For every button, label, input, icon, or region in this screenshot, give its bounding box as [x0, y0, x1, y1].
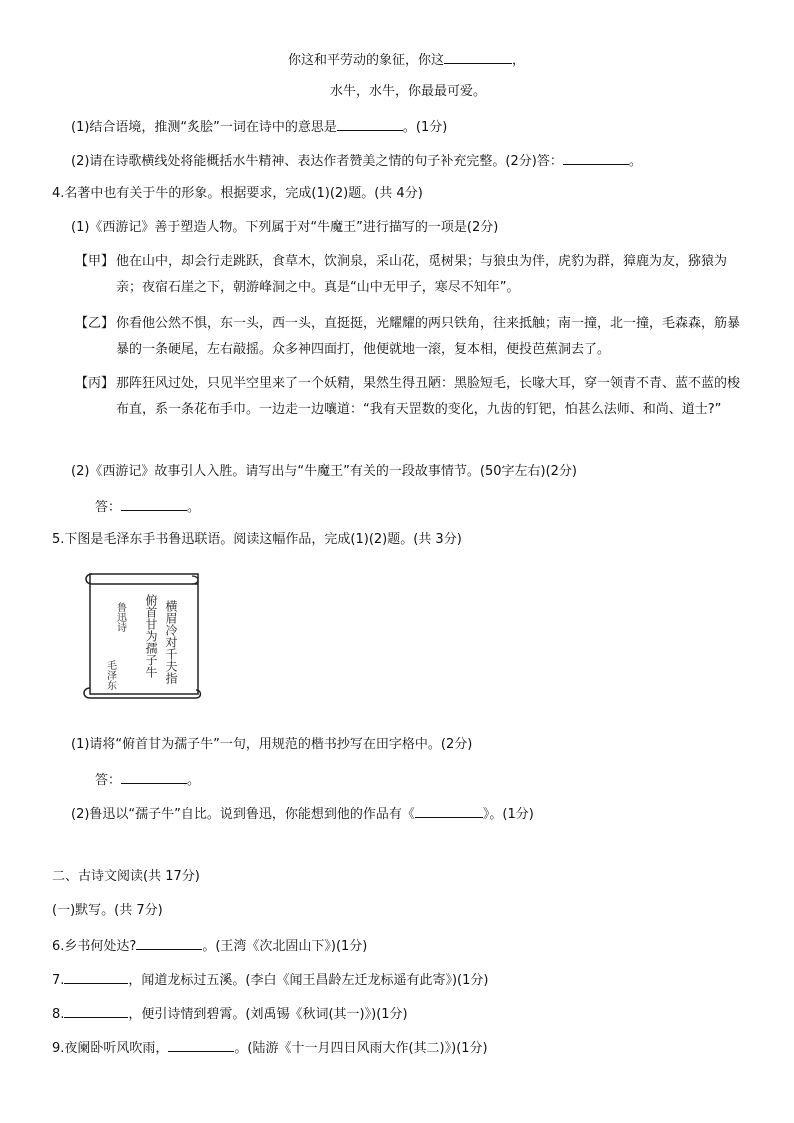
- answer-blank[interactable]: [64, 970, 128, 984]
- q5-sub2-end: 》。(1分): [482, 807, 534, 822]
- answer-end: 。: [187, 773, 201, 788]
- answer-blank[interactable]: [337, 117, 403, 131]
- q3-sub2-end: 。: [628, 154, 642, 169]
- option-tag-bing: 【丙】: [75, 376, 115, 391]
- q7-text: ，闻道龙标过五溪。(李白《闻王昌龄左迁龙标遥有此寄》)(1分): [128, 973, 489, 988]
- poem-line-2: 水牛，水牛，你最最可爱。: [330, 84, 487, 99]
- answer-blank[interactable]: [64, 1004, 128, 1018]
- q6: [52, 936, 367, 956]
- section-2-title: 二、古诗文阅读(共 17分): [52, 869, 200, 884]
- q6-source: 。(王湾《次北固山下》)(1分): [202, 939, 368, 954]
- q4-title: 4.名著中也有关于牛的形象。根据要求，完成(1)(2)题。(共 4分): [52, 186, 423, 201]
- option-text-bing: 那阵狂风过处，只见半空里来了一个妖精，果然生得丑陋：黑脸短毛，长喙大耳，穿一领青不青、蓝不蓝的梭布直，系一条花布手巾。一边走一边嚷道：“我有天罡数的变化，九齿的钉钯，怕甚么法师、和尚、道士?”: [116, 376, 741, 417]
- option-tag-jia: 【甲】: [75, 254, 115, 269]
- q3-sub2: [71, 151, 642, 171]
- q5-sub2: [71, 804, 534, 824]
- answer-blank[interactable]: [136, 936, 202, 950]
- scroll-graphic: [76, 568, 206, 700]
- calligraphy-scroll-image: [76, 568, 206, 700]
- answer-blank[interactable]: [563, 151, 629, 165]
- q3-sub1: [71, 117, 447, 137]
- q3-sub1-text: (1)结合语境，推测“炙脍”一词在诗中的意思是: [71, 120, 337, 135]
- option-tag-yi: 【乙】: [75, 316, 115, 331]
- q5-sub1: (1)请将“俯首甘为孺子牛”一句，用规范的楷书抄写在田字格中。(2分): [71, 737, 473, 752]
- answer-end: 。: [187, 500, 201, 515]
- q4-sub2: (2)《西游记》故事引人入胜。请写出与“牛魔王”有关的一段故事情节。(50字左右)(2分): [71, 464, 577, 479]
- q5-title: 5.下图是毛泽东手书鲁迅联语。阅读这幅作品，完成(1)(2)题。(共 3分): [52, 532, 462, 547]
- poem-line-1-end: ，: [512, 53, 526, 68]
- answer-blank[interactable]: [168, 1038, 234, 1052]
- answer-label: 答：: [95, 500, 122, 515]
- answer-blank[interactable]: [121, 770, 187, 784]
- section-2-part-1: (一)默写。(共 7分): [52, 903, 163, 918]
- calligraphy-col-3: 鲁迅诗: [114, 602, 126, 632]
- q5-sub2-text: (2)鲁迅以“孺子牛”自比。说到鲁迅，你能想到他的作品有《: [71, 807, 415, 822]
- q7: [52, 970, 488, 990]
- q4-answer-line: [95, 497, 200, 517]
- calligraphy-signature: 毛泽东: [104, 660, 116, 690]
- q3-sub2-text: (2)请在诗歌横线处将能概括水牛精神、表达作者赞美之情的句子补充完整。(2分)答：: [71, 154, 563, 169]
- option-text-jia: 他在山中，却会行走跳跃，食草木，饮涧泉，采山花，觅树果；与狼虫为伴，虎豹为群，獐鹿为友，猕猿为亲；夜宿石崖之下，朝游峰洞之中。真是“山中无甲子，寒尽不知年”。: [116, 254, 728, 295]
- q9-text: 9.夜阑卧听风吹雨，: [52, 1041, 169, 1056]
- poem-line-1: [288, 50, 525, 70]
- answer-blank[interactable]: [444, 50, 512, 64]
- q6-text: 6.乡书何处达?: [52, 939, 137, 954]
- q8-number: 8.: [52, 1007, 65, 1022]
- poem-line-1-start: 你这和平劳动的象征，你这: [288, 53, 445, 68]
- q8: [52, 1004, 408, 1024]
- q7-number: 7.: [52, 973, 65, 988]
- calligraphy-col-2: 俯首甘为孺子牛: [144, 594, 158, 678]
- answer-blank[interactable]: [121, 497, 187, 511]
- answer-label: 答：: [95, 773, 122, 788]
- q9: [52, 1038, 488, 1058]
- q8-text: ，便引诗情到碧霄。(刘禹锡《秋词(其一)》)(1分): [128, 1007, 408, 1022]
- answer-blank[interactable]: [415, 804, 483, 818]
- calligraphy-col-1: 横眉冷对千夫指: [164, 600, 178, 684]
- q9-source: 。(陆游《十一月四日风雨大作(其二)》)(1分): [234, 1041, 488, 1056]
- option-text-yi: 你看他公然不惧，东一头，西一头，直挺挺，光耀耀的两只铁角，往来抵触；南一撞，北一撞，毛森森，筋暴暴的一条硬尾，左右敲摇。众多神四面打，他便就地一滚，复本相，便投芭蕉洞去了。: [116, 316, 741, 357]
- q3-sub1-score: 。(1分): [402, 120, 448, 135]
- q4-sub1: (1)《西游记》善于塑造人物。下列属于对“牛魔王”进行描写的一项是(2分): [71, 220, 499, 235]
- q5-answer-line: [95, 770, 200, 790]
